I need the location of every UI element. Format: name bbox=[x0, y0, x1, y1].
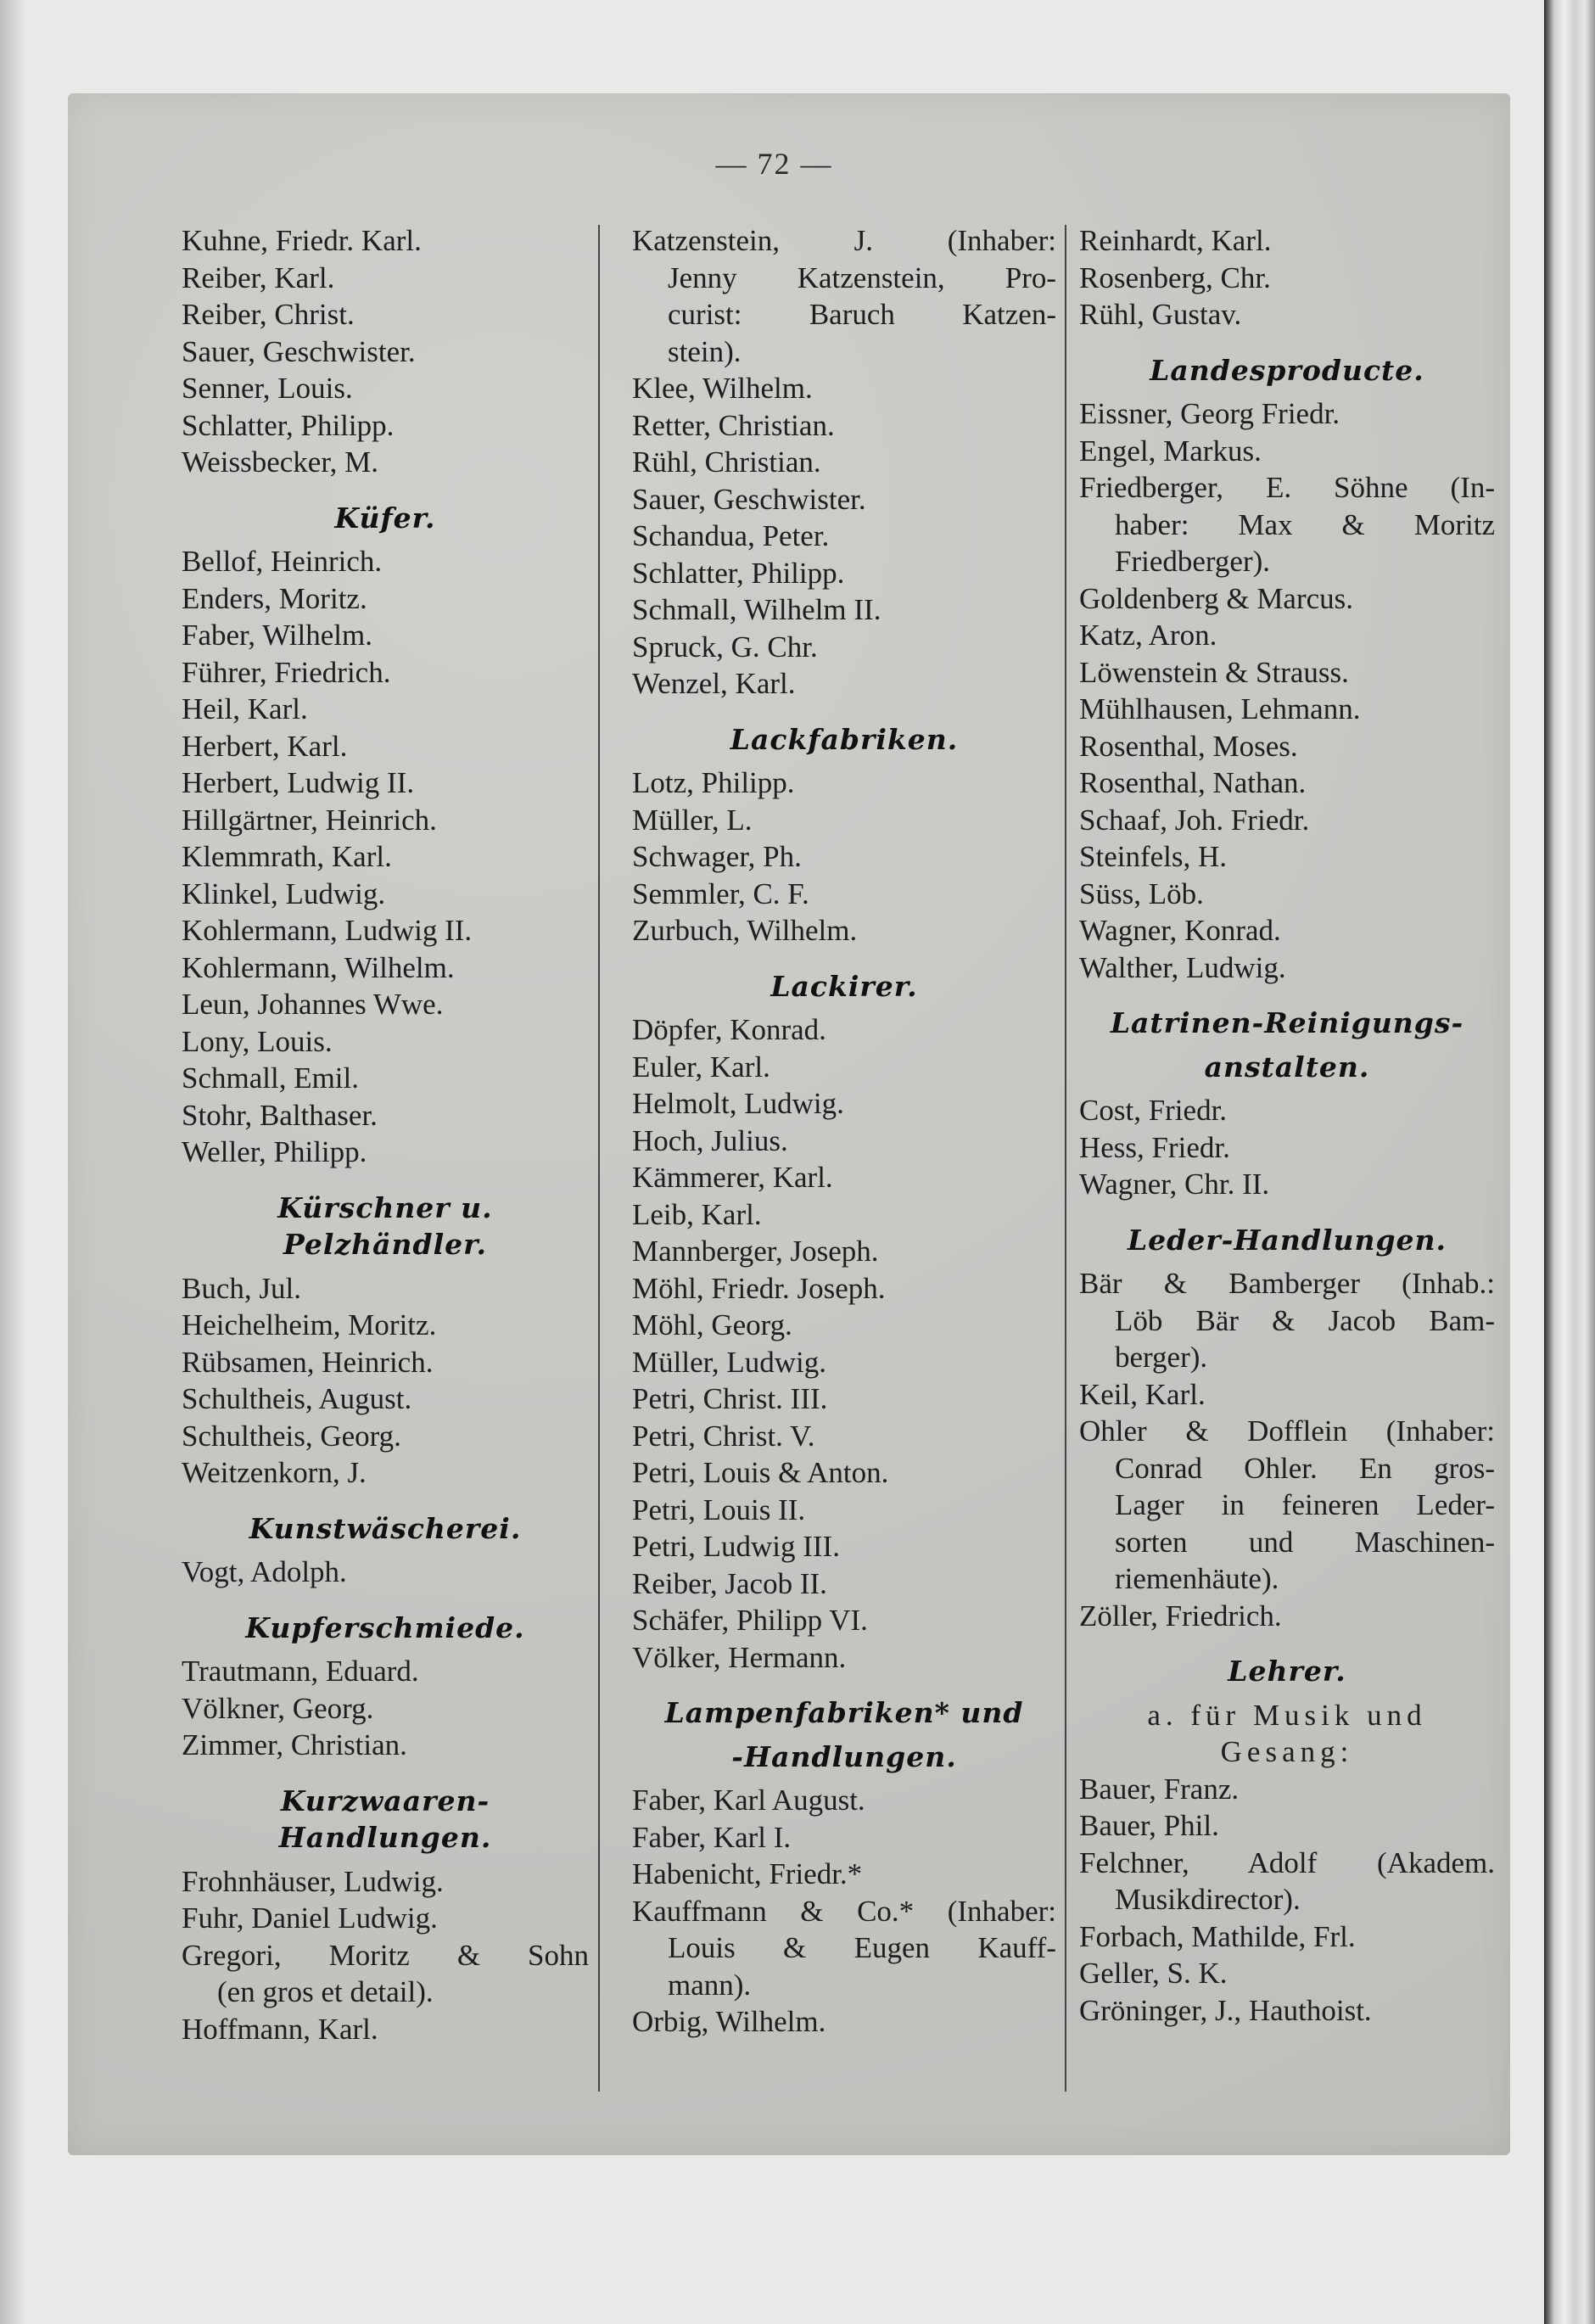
directory-entry: Petri, Christ. V. bbox=[632, 1419, 815, 1453]
directory-entry: Mannberger, Joseph. bbox=[632, 1235, 879, 1268]
section-heading: Kürschner u. Pelzhändler. bbox=[277, 1190, 493, 1261]
directory-entry: Spruck, G. Chr. bbox=[632, 630, 818, 664]
directory-entry: Leib, Karl. bbox=[632, 1197, 762, 1231]
directory-entry: Wagner, Konrad. bbox=[1079, 914, 1281, 947]
directory-entry: Kohlermann, Ludwig II. bbox=[182, 914, 473, 947]
directory-entry: Steinfels, H. bbox=[1079, 840, 1228, 873]
directory-entry: Weitzenkorn, J. bbox=[182, 1456, 367, 1489]
directory-entry-continuation: Lager in feineren Leder- bbox=[1115, 1488, 1495, 1521]
directory-entry: Bauer, Franz. bbox=[1079, 1772, 1240, 1806]
column-2 bbox=[632, 222, 1056, 2041]
directory-entry: Rosenthal, Moses. bbox=[1079, 729, 1298, 763]
directory-entry: Senner, Louis. bbox=[182, 372, 353, 405]
directory-entry: Herbert, Ludwig II. bbox=[182, 766, 415, 799]
directory-entry: Kuhne, Friedr. Karl. bbox=[182, 224, 422, 257]
directory-entry: Herbert, Karl. bbox=[182, 729, 348, 763]
directory-entry-continuation: Conrad Ohler. En gros- bbox=[1115, 1451, 1495, 1485]
column-rule bbox=[598, 225, 600, 2092]
directory-entry: Schlatter, Philipp. bbox=[182, 408, 395, 442]
directory-entry: Rühl, Christian. bbox=[632, 445, 821, 479]
directory-entry: Reinhardt, Karl. bbox=[1079, 224, 1272, 257]
directory-entry-continuation: berger). bbox=[1115, 1341, 1208, 1374]
column-1 bbox=[182, 222, 589, 2047]
directory-entry: Rosenberg, Chr. bbox=[1079, 260, 1271, 294]
directory-entry: Orbig, Wilhelm. bbox=[632, 2005, 826, 2038]
directory-entry-continuation: (en gros et detail). bbox=[217, 1975, 434, 2008]
directory-entry: Walther, Ludwig. bbox=[1079, 950, 1286, 984]
directory-entry: Faber, Wilhelm. bbox=[182, 619, 372, 652]
directory-entry: Rosenthal, Nathan. bbox=[1079, 766, 1307, 799]
directory-entry: Buch, Jul. bbox=[182, 1271, 301, 1305]
directory-entry: Lony, Louis. bbox=[182, 1024, 333, 1058]
directory-entry: Schaaf, Joh. Friedr. bbox=[1079, 803, 1310, 837]
directory-entry: Schäfer, Philipp VI. bbox=[632, 1604, 868, 1637]
directory-entry: Völkner, Georg. bbox=[182, 1691, 374, 1725]
section-heading: Landesproducte. bbox=[1150, 353, 1424, 387]
directory-entry: Müller, Ludwig. bbox=[632, 1345, 826, 1379]
directory-entry: Fuhr, Daniel Ludwig. bbox=[182, 1901, 438, 1935]
directory-entry: Hoffmann, Karl. bbox=[182, 2012, 378, 2046]
directory-entry: Reiber, Christ. bbox=[182, 298, 355, 331]
directory-entry: Frohnhäuser, Ludwig. bbox=[182, 1864, 444, 1898]
directory-entry: Kohlermann, Wilhelm. bbox=[182, 950, 455, 984]
section-heading: Lehrer. bbox=[1228, 1655, 1346, 1688]
section-heading: Kupferschmiede. bbox=[245, 1610, 525, 1644]
directory-entry: Klee, Wilhelm. bbox=[632, 372, 813, 405]
directory-entry: Ohler & Dofflein (Inhaber: bbox=[1079, 1414, 1495, 1448]
subsection-heading: a. für Musik und bbox=[1147, 1698, 1427, 1732]
directory-entry: Schwager, Ph. bbox=[632, 840, 802, 873]
directory-entry: Weissbecker, M. bbox=[182, 445, 378, 479]
directory-entry-continuation: sorten und Maschinen- bbox=[1115, 1525, 1495, 1559]
directory-entry: Bauer, Phil. bbox=[1079, 1809, 1219, 1842]
page-number: — 72 — bbox=[715, 147, 833, 181]
directory-entry: Hillgärtner, Heinrich. bbox=[182, 803, 437, 837]
directory-entry: Helmolt, Ludwig. bbox=[632, 1087, 844, 1120]
directory-entry: Schmall, Emil. bbox=[182, 1061, 360, 1095]
directory-entry-continuation: Löb Bär & Jacob Bam- bbox=[1115, 1303, 1495, 1337]
directory-entry: Engel, Markus. bbox=[1079, 434, 1262, 468]
directory-entry-continuation: curist: Baruch Katzen- bbox=[668, 298, 1056, 331]
directory-entry: Führer, Friedrich. bbox=[182, 655, 391, 689]
directory-entry: Keil, Karl. bbox=[1079, 1377, 1206, 1411]
directory-entry: Süss, Löb. bbox=[1079, 876, 1204, 910]
directory-entry: Petri, Ludwig III. bbox=[632, 1530, 840, 1563]
directory-entry: Möhl, Friedr. Joseph. bbox=[632, 1271, 886, 1305]
directory-entry: Enders, Moritz. bbox=[182, 581, 367, 615]
subsection-heading: Gesang: bbox=[1220, 1735, 1354, 1768]
directory-entry-continuation: riemenhäute). bbox=[1115, 1562, 1279, 1595]
directory-entry: Schmall, Wilhelm II. bbox=[632, 593, 881, 626]
section-heading: Lackfabriken. bbox=[730, 722, 959, 756]
directory-entry-continuation: Louis & Eugen Kauff- bbox=[668, 1931, 1056, 1964]
column-rule bbox=[1065, 225, 1066, 2092]
directory-entry-continuation: Friedberger). bbox=[1115, 545, 1271, 578]
directory-entry: Müller, L. bbox=[632, 803, 753, 837]
section-heading: Latrinen-Reinigungs- bbox=[1110, 1006, 1464, 1039]
section-heading: Lackirer. bbox=[770, 969, 918, 1003]
directory-entry: Mühlhausen, Lehmann. bbox=[1079, 692, 1361, 725]
directory-entry: Zimmer, Christian. bbox=[182, 1728, 407, 1761]
directory-entry: Retter, Christian. bbox=[632, 408, 835, 442]
directory-entry-continuation: Musikdirector). bbox=[1115, 1883, 1301, 1916]
directory-entry: Bär & Bamberger (Inhab.: bbox=[1079, 1267, 1495, 1300]
directory-entry: Schlatter, Philipp. bbox=[632, 556, 845, 590]
directory-entry: Kämmerer, Karl. bbox=[632, 1161, 833, 1194]
directory-entry: Friedberger, E. Söhne (In- bbox=[1079, 471, 1495, 504]
section-heading: Leder-Handlungen. bbox=[1127, 1223, 1447, 1257]
directory-entry: Cost, Friedr. bbox=[1079, 1094, 1228, 1127]
directory-entry: Reiber, Jacob II. bbox=[632, 1566, 827, 1600]
directory-entry: Petri, Louis & Anton. bbox=[632, 1456, 889, 1489]
directory-entry: Petri, Louis II. bbox=[632, 1492, 806, 1526]
directory-entry: Klemmrath, Karl. bbox=[182, 840, 392, 873]
directory-entry-continuation: haber: Max & Moritz bbox=[1115, 507, 1495, 541]
directory-entry: Zöller, Friedrich. bbox=[1079, 1599, 1282, 1632]
directory-entry: Rühl, Gustav. bbox=[1079, 298, 1242, 331]
directory-entry: Goldenberg & Marcus. bbox=[1079, 581, 1354, 615]
directory-entry: Wenzel, Karl. bbox=[632, 667, 796, 700]
section-heading: Lampenfabriken* und bbox=[664, 1696, 1024, 1729]
directory-entry: Schultheis, August. bbox=[182, 1382, 412, 1415]
directory-entry: Schultheis, Georg. bbox=[182, 1419, 401, 1453]
section-heading: anstalten. bbox=[1204, 1050, 1370, 1084]
directory-entry: Schandua, Peter. bbox=[632, 519, 830, 552]
directory-entry: Bellof, Heinrich. bbox=[182, 545, 383, 578]
directory-entry: Euler, Karl. bbox=[632, 1050, 770, 1084]
directory-entry: Völker, Hermann. bbox=[632, 1640, 847, 1674]
directory-entry: Döpfer, Konrad. bbox=[632, 1013, 826, 1046]
directory-entry: Katz, Aron. bbox=[1079, 619, 1217, 652]
directory-entry: Vogt, Adolph. bbox=[182, 1555, 347, 1588]
directory-entry: Weller, Philipp. bbox=[182, 1135, 367, 1168]
directory-entry: Sauer, Geschwister. bbox=[632, 482, 866, 516]
directory-entry-continuation: stein). bbox=[668, 334, 742, 368]
directory-entry: Gregori, Moritz & Sohn bbox=[182, 1938, 589, 1972]
directory-entry: Möhl, Georg. bbox=[632, 1308, 792, 1341]
directory-entry: Lotz, Philipp. bbox=[632, 766, 795, 799]
directory-entry: Klinkel, Ludwig. bbox=[182, 876, 386, 910]
directory-entry: Faber, Karl August. bbox=[632, 1784, 865, 1817]
directory-entry: Wagner, Chr. II. bbox=[1079, 1168, 1270, 1201]
directory-entry: Petri, Christ. III. bbox=[632, 1382, 828, 1415]
directory-entry: Löwenstein & Strauss. bbox=[1079, 655, 1349, 689]
directory-entry: Eissner, Georg Friedr. bbox=[1079, 397, 1340, 430]
directory-entry: Geller, S. K. bbox=[1079, 1957, 1228, 1990]
directory-entry: Sauer, Geschwister. bbox=[182, 334, 416, 368]
directory-entry: Zurbuch, Wilhelm. bbox=[632, 914, 858, 947]
directory-entry-continuation: mann). bbox=[668, 1968, 752, 2002]
column-3 bbox=[1079, 222, 1495, 2029]
directory-entry: Heil, Karl. bbox=[182, 692, 308, 725]
book-edge bbox=[1544, 0, 1595, 2324]
section-heading: -Handlungen. bbox=[731, 1739, 957, 1773]
directory-entry: Heichelheim, Moritz. bbox=[182, 1308, 437, 1341]
directory-entry: Gröninger, J., Hauthoist. bbox=[1079, 1993, 1372, 2027]
directory-entry: Semmler, C. F. bbox=[632, 876, 809, 910]
directory-entry: Faber, Karl I. bbox=[632, 1820, 792, 1854]
directory-entry: Katzenstein, J. (Inhaber: bbox=[632, 224, 1056, 257]
directory-entry: Kauffmann & Co.* (Inhaber: bbox=[632, 1894, 1056, 1928]
directory-entry: Trautmann, Eduard. bbox=[182, 1655, 419, 1688]
directory-entry: Hess, Friedr. bbox=[1079, 1130, 1230, 1164]
directory-entry-continuation: Jenny Katzenstein, Pro- bbox=[668, 260, 1056, 294]
directory-entry: Leun, Johannes Wwe. bbox=[182, 988, 444, 1021]
page-gutter-shadow bbox=[0, 0, 25, 2324]
directory-entry: Rübsamen, Heinrich. bbox=[182, 1345, 434, 1379]
directory-entry: Felchner, Adolf (Akadem. bbox=[1079, 1845, 1495, 1879]
directory-entry: Forbach, Mathilde, Frl. bbox=[1079, 1919, 1356, 1953]
section-heading: Kunstwäscherei. bbox=[249, 1511, 522, 1545]
section-heading: Küfer. bbox=[334, 501, 436, 535]
directory-entry: Hoch, Julius. bbox=[632, 1123, 788, 1157]
directory-entry: Stohr, Balthaser. bbox=[182, 1098, 378, 1132]
section-heading: Kurzwaaren-Handlungen. bbox=[278, 1784, 492, 1854]
directory-entry: Reiber, Karl. bbox=[182, 260, 335, 294]
directory-entry: Habenicht, Friedr.* bbox=[632, 1857, 863, 1890]
